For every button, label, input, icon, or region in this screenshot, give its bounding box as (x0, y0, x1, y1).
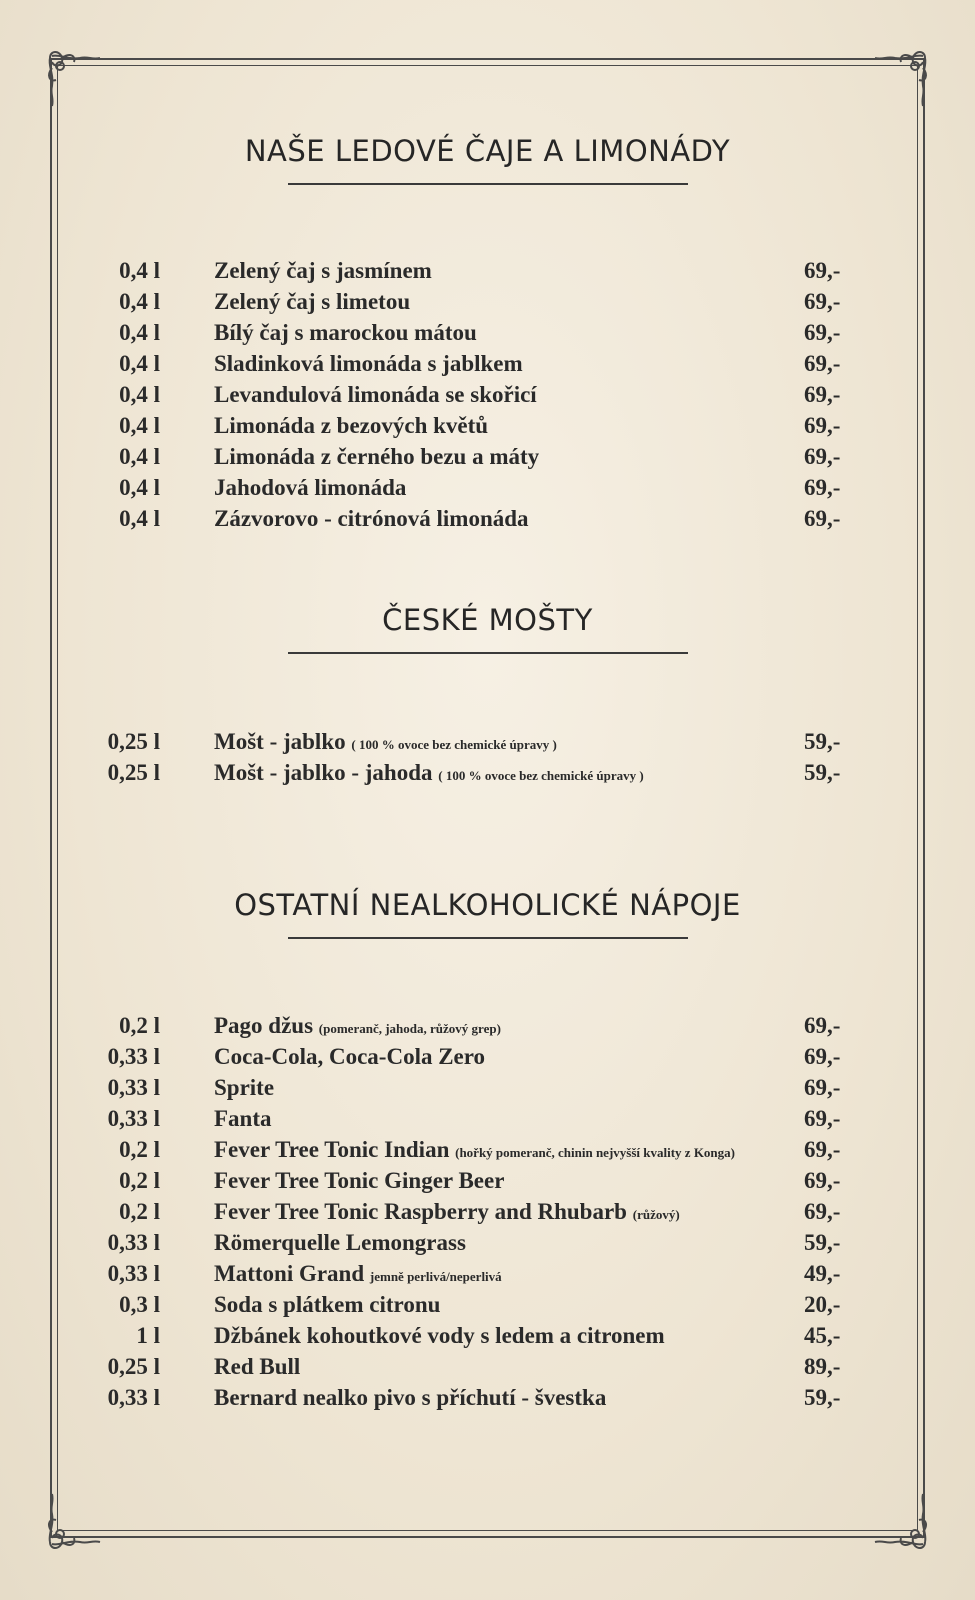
item-price: 69,- (804, 1137, 841, 1162)
item-price: 69,- (804, 1013, 841, 1038)
item-name: Sladinková limonáda s jablkem (214, 351, 523, 376)
item-price: 69,- (804, 1106, 841, 1131)
item-price: 49,- (804, 1261, 841, 1286)
item-name: Zelený čaj s limetou (214, 289, 411, 314)
item-note: (růžový) (632, 1207, 680, 1222)
item-price: 20,- (804, 1292, 841, 1317)
item-price: 69,- (804, 506, 841, 531)
menu-item (0, 286, 975, 317)
item-name-wrap (214, 757, 644, 791)
item-name-wrap (214, 1134, 735, 1168)
corner-ornament-icon (865, 1484, 935, 1554)
item-note: ( 100 % ovoce bez chemické úpravy ) (438, 768, 644, 783)
item-volume: 0,3 l (119, 1292, 160, 1317)
item-price: 69,- (804, 1199, 841, 1224)
item-volume: 0,4 l (119, 289, 160, 314)
item-name: Soda s plátkem citronu (214, 1292, 441, 1317)
item-volume: 0,25 l (107, 729, 160, 754)
item-price: 69,- (804, 1044, 841, 1069)
corner-ornament-icon (40, 46, 110, 116)
item-name: Sprite (214, 1075, 275, 1100)
item-name: Coca-Cola, Coca-Cola Zero (214, 1044, 486, 1069)
item-name: Bernard nealko pivo s příchutí - švestka (214, 1385, 607, 1410)
item-volume: 0,33 l (107, 1385, 160, 1410)
item-name: Fever Tree Tonic Raspberry and Rhubarb (214, 1199, 627, 1224)
menu-item (0, 348, 975, 379)
item-note: (hořký pomeranč, chinin nejvyšší kvality z Konga) (455, 1145, 735, 1160)
item-volume: 0,2 l (119, 1199, 160, 1224)
item-price: 69,- (804, 258, 841, 283)
menu-item (0, 441, 975, 472)
item-volume: 0,33 l (107, 1230, 160, 1255)
item-volume: 0,4 l (119, 320, 160, 345)
item-price: 89,- (804, 1354, 841, 1379)
item-volume: 0,33 l (107, 1261, 160, 1286)
item-note: ( 100 % ovoce bez chemické úpravy ) (351, 737, 557, 752)
section-title-soft-drinks: OSTATNÍ NEALKOHOLICKÉ NÁPOJE (234, 888, 741, 922)
item-name: Mošt - jablko - jahoda (214, 760, 433, 785)
item-price: 59,- (804, 1385, 841, 1410)
menu-item (0, 1196, 975, 1227)
item-volume: 0,4 l (119, 382, 160, 407)
item-name: Fanta (214, 1106, 272, 1131)
item-price: 69,- (804, 444, 841, 469)
item-volume: 0,4 l (119, 475, 160, 500)
item-note: (pomeranč, jahoda, růžový grep) (318, 1021, 501, 1036)
item-volume: 0,2 l (119, 1013, 160, 1038)
item-name: Limonáda z černého bezu a máty (214, 444, 540, 469)
item-volume: 0,33 l (107, 1106, 160, 1131)
item-name: Bílý čaj s marockou mátou (214, 320, 477, 345)
item-volume: 0,33 l (107, 1075, 160, 1100)
menu-item (0, 410, 975, 441)
item-name: Red Bull (214, 1354, 301, 1379)
corner-ornament-icon (40, 1484, 110, 1554)
item-name: Fever Tree Tonic Ginger Beer (214, 1168, 505, 1193)
item-price: 69,- (804, 289, 841, 314)
item-name: Mattoni Grand (214, 1261, 365, 1286)
item-name-wrap (214, 1258, 502, 1292)
menu-item (0, 1258, 975, 1289)
section-divider (288, 183, 688, 185)
menu-item (0, 1382, 975, 1413)
item-note: jemně perlivá/neperlivá (369, 1269, 502, 1284)
item-name: Römerquelle Lemongrass (214, 1230, 466, 1255)
menu-item (0, 757, 975, 788)
section-title-ciders: ČESKÉ MOŠTY (382, 603, 593, 637)
item-volume: 1 l (136, 1323, 160, 1348)
item-name: Mošt - jablko (214, 729, 346, 754)
item-name-wrap (214, 1196, 680, 1230)
item-price: 69,- (804, 351, 841, 376)
item-name: Levandulová limonáda se skořicí (214, 382, 537, 407)
menu-item (0, 503, 975, 534)
item-volume: 0,4 l (119, 444, 160, 469)
menu-item (0, 1289, 975, 1320)
menu-item (0, 1010, 975, 1041)
menu-item (0, 472, 975, 503)
item-name: Zázvorovo - citrónová limonáda (214, 506, 529, 531)
item-price: 69,- (804, 475, 841, 500)
menu-item (0, 1320, 975, 1351)
menu-item (0, 379, 975, 410)
corner-ornament-icon (865, 46, 935, 116)
section-title-iced-teas: NAŠE LEDOVÉ ČAJE A LIMONÁDY (244, 134, 731, 168)
item-volume: 0,25 l (107, 1354, 160, 1379)
item-name-wrap (214, 1010, 501, 1044)
item-volume: 0,25 l (107, 760, 160, 785)
menu-item (0, 1134, 975, 1165)
item-price: 59,- (804, 1230, 841, 1255)
menu-item (0, 1103, 975, 1134)
section-divider (288, 652, 688, 654)
menu-item (0, 1227, 975, 1258)
item-volume: 0,4 l (119, 506, 160, 531)
menu-item (0, 726, 975, 757)
item-price: 69,- (804, 1075, 841, 1100)
menu-item (0, 1072, 975, 1103)
item-price: 59,- (804, 760, 841, 785)
item-price: 69,- (804, 413, 841, 438)
item-name: Pago džus (214, 1013, 314, 1038)
item-name: Limonáda z bezových květů (214, 413, 489, 438)
menu-item (0, 1351, 975, 1382)
item-price: 69,- (804, 382, 841, 407)
item-name: Fever Tree Tonic Indian (214, 1137, 450, 1162)
menu-item (0, 317, 975, 348)
item-volume: 0,33 l (107, 1044, 160, 1069)
item-price: 59,- (804, 729, 841, 754)
menu-item (0, 1165, 975, 1196)
item-name: Džbánek kohoutkové vody s ledem a citronem (214, 1323, 665, 1348)
item-price: 69,- (804, 1168, 841, 1193)
item-name: Jahodová limonáda (214, 475, 407, 500)
item-name: Zelený čaj s jasmínem (214, 258, 432, 283)
item-name-wrap (214, 726, 557, 760)
item-volume: 0,2 l (119, 1137, 160, 1162)
section-divider (288, 937, 688, 939)
item-volume: 0,4 l (119, 351, 160, 376)
item-volume: 0,4 l (119, 258, 160, 283)
item-price: 69,- (804, 320, 841, 345)
item-price: 45,- (804, 1323, 841, 1348)
menu-item (0, 1041, 975, 1072)
item-volume: 0,4 l (119, 413, 160, 438)
menu-item (0, 255, 975, 286)
item-volume: 0,2 l (119, 1168, 160, 1193)
